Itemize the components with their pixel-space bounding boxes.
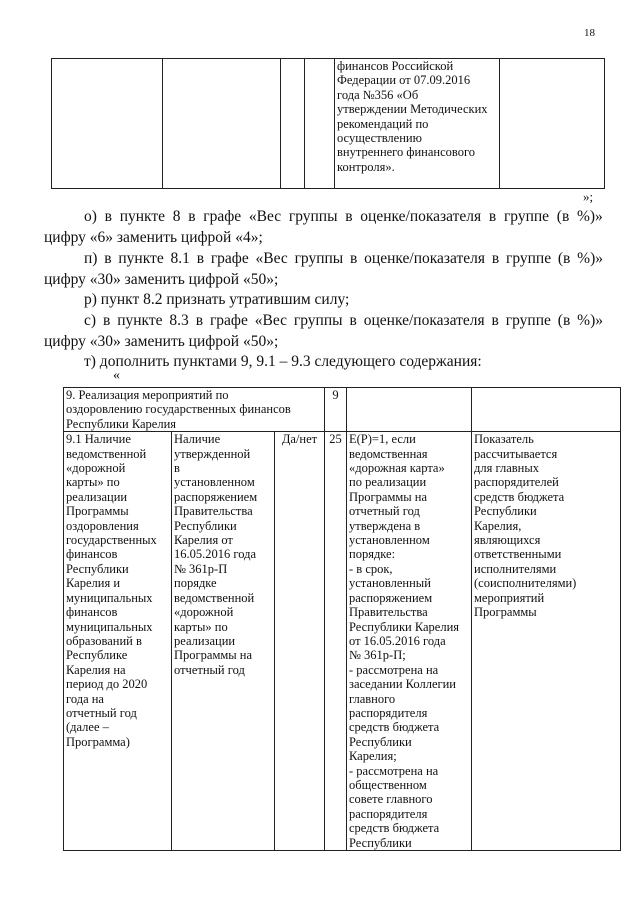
table-cell	[347, 388, 472, 432]
word: в	[104, 250, 112, 267]
unit-cell: Да/нет	[275, 432, 325, 851]
table-row	[52, 59, 605, 189]
word: 8.1	[170, 250, 190, 267]
word: в	[188, 208, 196, 225]
word: о)	[84, 208, 97, 225]
word: в	[491, 250, 500, 267]
word: в	[195, 312, 204, 329]
paragraph-r: р) пункт 8.2 признать утратившим силу;	[84, 291, 350, 308]
table-cell	[472, 388, 621, 432]
page-number: 18	[584, 27, 595, 39]
word: «Вес	[254, 312, 287, 329]
word: группы	[294, 250, 344, 267]
word: группы	[293, 312, 343, 329]
word: пункте	[119, 208, 166, 225]
table-cell	[52, 59, 163, 189]
table-cell	[281, 59, 305, 189]
table-cell	[163, 59, 281, 189]
table-cell	[500, 59, 605, 189]
word: в	[345, 208, 353, 225]
word: %)»	[577, 250, 603, 267]
word: группе	[503, 208, 550, 225]
word: (в	[557, 250, 571, 267]
word: в	[349, 312, 357, 329]
word: в	[104, 208, 112, 225]
word: графе	[203, 208, 242, 225]
word: в	[350, 250, 358, 267]
table-cell	[305, 59, 335, 189]
weight-cell: 25	[325, 432, 347, 851]
closing-quote-mark: »;	[583, 189, 594, 204]
word: 8.3	[169, 312, 189, 329]
word: группы	[288, 208, 338, 225]
paragraph-o	[44, 207, 603, 248]
section-title-cell: 9. Реализация мероприятий по оздоровлению государственных финансов Республики Карелия	[64, 388, 325, 432]
criterion-cell: Наличие утвержденной в установленном распоряжением Правительства Республики Карелия от 16.05.2016 года № 361р-П порядке ведомственной «дорожной карты» по реализации Программы на отчетный год	[172, 432, 275, 851]
word: пункте	[117, 312, 163, 329]
section-weight-cell: 9	[325, 388, 347, 432]
opening-quote-mark: «	[113, 368, 120, 383]
word: оценке/показателя	[360, 208, 482, 225]
word: в	[102, 312, 111, 329]
word: в	[196, 250, 205, 267]
word: группе	[505, 312, 551, 329]
word: 8	[172, 208, 181, 225]
table-row	[64, 432, 621, 851]
paragraph-s-line1	[84, 311, 603, 332]
paragraph-s	[44, 311, 603, 352]
word: «Вес	[248, 208, 282, 225]
paragraph-s-line2: цифру «30» заменить цифрой «50»;	[44, 332, 279, 350]
top-table-fragment	[51, 58, 605, 189]
word: пункте	[118, 250, 164, 267]
word: в	[491, 312, 499, 329]
word: %)»	[577, 312, 603, 329]
word: оценке/показателя	[364, 250, 486, 267]
paragraph-o-line2: цифру «6» заменить цифрой «4»;	[44, 228, 263, 246]
word: «Вес	[255, 250, 288, 267]
word: оценке/показателя	[363, 312, 485, 329]
paragraph-p	[44, 249, 603, 290]
word: графе	[209, 312, 248, 329]
word: (в	[557, 312, 571, 329]
paragraph-p-line1	[84, 249, 603, 270]
word: (в	[556, 208, 570, 225]
indicators-table	[63, 387, 621, 851]
note-cell: Показатель рассчитывается для главных распорядителей средств бюджета Республики Карелия, являющихся ответственными исполнителями (соисполнителями) мероприятий Программы	[472, 432, 621, 851]
word: в	[488, 208, 497, 225]
formula-cell: Е(Р)=1, если ведомственная «дорожная карта» по реализации Программы на отчетный год утверждена в установленном порядке: - в срок, установленный распоряжением Правительства Республики Карелия от 16.05.2016 года № 361р-П; - рассмотрена на заседании Коллегии главного распорядителя средств бюджета Республики Карелия; - рассмотрена на общественном совете главного распорядителя средств бюджета Республики	[347, 432, 472, 851]
word: с)	[84, 312, 97, 329]
word: п)	[84, 250, 98, 267]
legal-basis-cell: финансов Российской Федерации от 07.09.2016 года №356 «Об утверждении Методических рекомендаций по осуществлению внутреннего финансового контроля».	[335, 59, 500, 189]
paragraph-p-line2: цифру «30» заменить цифрой «50»;	[44, 270, 279, 288]
indicator-cell: 9.1 Наличие ведомственной «дорожной карты» по реализации Программы оздоровления государственных финансов Республики Карелия и муниципальных финансов муниципальных образований в Республике Карелия на период до 2020 года на отчетный год (далее – Программа)	[64, 432, 172, 851]
word: графе	[210, 250, 249, 267]
word: %)»	[576, 208, 603, 225]
table-row	[64, 388, 621, 432]
paragraph-o-line1	[84, 207, 603, 228]
word: группе	[505, 250, 552, 267]
paragraph-t: т) дополнить пунктами 9, 9.1 – 9.3 следующего содержания:	[84, 353, 482, 370]
